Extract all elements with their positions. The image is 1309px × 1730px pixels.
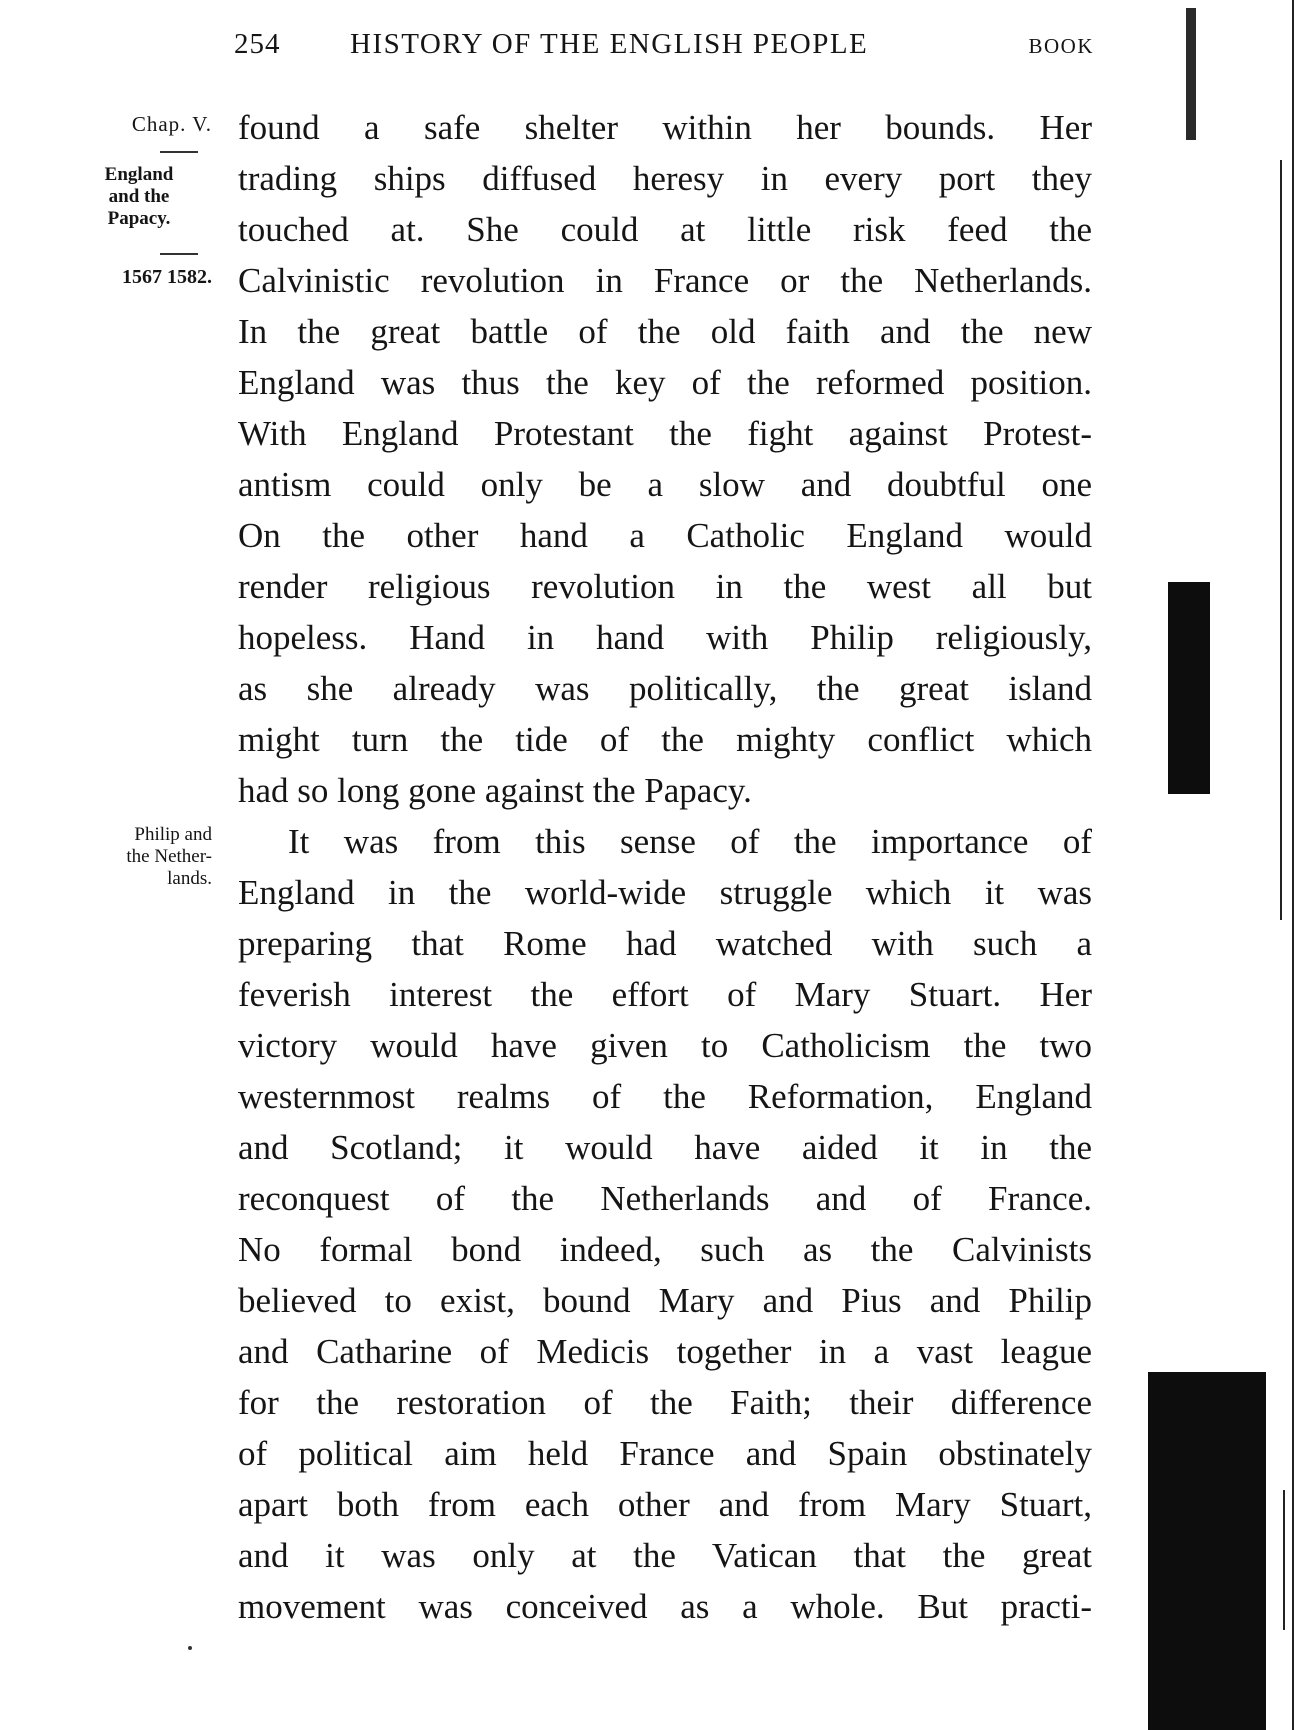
text-line: preparing that Rome had watched with such a [238, 924, 1092, 963]
text-line: render religious revolution in the west all but [238, 567, 1092, 606]
text-line: and Scotland; it would have aided it in the [238, 1128, 1092, 1167]
scan-speck [188, 1646, 192, 1650]
text-line: of political aim held France and Spain obstinately [238, 1434, 1092, 1473]
scan-artifact-middle [1168, 582, 1210, 794]
text-line: On the other hand a Catholic England would [238, 516, 1092, 555]
chapter-label [66, 112, 212, 137]
text-line: as she already was politically, the great island [238, 669, 1092, 708]
body-text [238, 102, 1092, 1632]
text-line: In the great battle of the old faith and the new [238, 312, 1092, 351]
margin-note-line: England [104, 164, 174, 185]
margin-rule [160, 253, 198, 255]
scan-edge-line [1292, 0, 1294, 1730]
margin-rule [160, 151, 198, 153]
text-line: feverish interest the effort of Mary Stuart. Her [238, 975, 1092, 1014]
text-line: touched at. She could at little risk feed the [238, 210, 1092, 249]
text-line: victory would have given to Catholicism the two [238, 1026, 1092, 1065]
text-line: England in the world-wide struggle which it was [238, 873, 1092, 912]
text-line: and it was only at the Vatican that the great [238, 1536, 1092, 1575]
margin-dates: 1567 1582. [122, 266, 212, 288]
text-line: westernmost realms of the Reformation, England [238, 1077, 1092, 1116]
text-line: for the restoration of the Faith; their difference [238, 1383, 1092, 1422]
margin-note-line: Philip and [134, 824, 212, 845]
margin-note-england-papacy [66, 164, 212, 230]
text-line: believed to exist, bound Mary and Pius and Philip [238, 1281, 1092, 1320]
page-number: 254 [234, 28, 281, 60]
text-line: Calvinistic revolution in France or the Netherlands. [238, 261, 1092, 300]
running-header [234, 22, 1094, 62]
text-line: With England Protestant the fight against Protest- [238, 414, 1092, 453]
text-line: had so long gone against the Papacy. [238, 771, 752, 810]
text-line: reconquest of the Netherlands and of France. [238, 1179, 1092, 1218]
margin-note-line: Papacy. [107, 208, 171, 229]
scan-artifact-bottom [1148, 1372, 1266, 1730]
text-line: trading ships diffused heresy in every port they [238, 159, 1092, 198]
text-line: hopeless. Hand in hand with Philip religiously, [238, 618, 1092, 657]
text-line: might turn the tide of the mighty conflict which [238, 720, 1092, 759]
margin-note-line: and the [108, 186, 170, 207]
chapter-label-text: Chap. V. [131, 112, 212, 136]
text-line: antism could only be a slow and doubtful one [238, 465, 1092, 504]
margin-note-philip-netherlands [66, 824, 212, 890]
text-line: England was thus the key of the reformed position. [238, 363, 1092, 402]
margin-note-line: lands. [167, 868, 212, 889]
text-line: apart both from each other and from Mary Stuart, [238, 1485, 1092, 1524]
book-label: BOOK [1028, 34, 1094, 58]
text-line: movement was conceived as a whole. But practi- [238, 1587, 1092, 1626]
scan-edge-line [1280, 160, 1282, 920]
margin-note-line: the Nether- [126, 846, 212, 867]
text-line: It was from this sense of the importance of [288, 822, 1092, 861]
text-line: No formal bond indeed, such as the Calvinists [238, 1230, 1092, 1269]
scan-artifact-top [1186, 8, 1196, 140]
text-line: found a safe shelter within her bounds. Her [238, 108, 1092, 147]
running-title: HISTORY OF THE ENGLISH PEOPLE [350, 28, 869, 60]
scan-edge-line [1283, 1490, 1285, 1630]
text-line: and Catharine of Medicis together in a vast league [238, 1332, 1092, 1371]
